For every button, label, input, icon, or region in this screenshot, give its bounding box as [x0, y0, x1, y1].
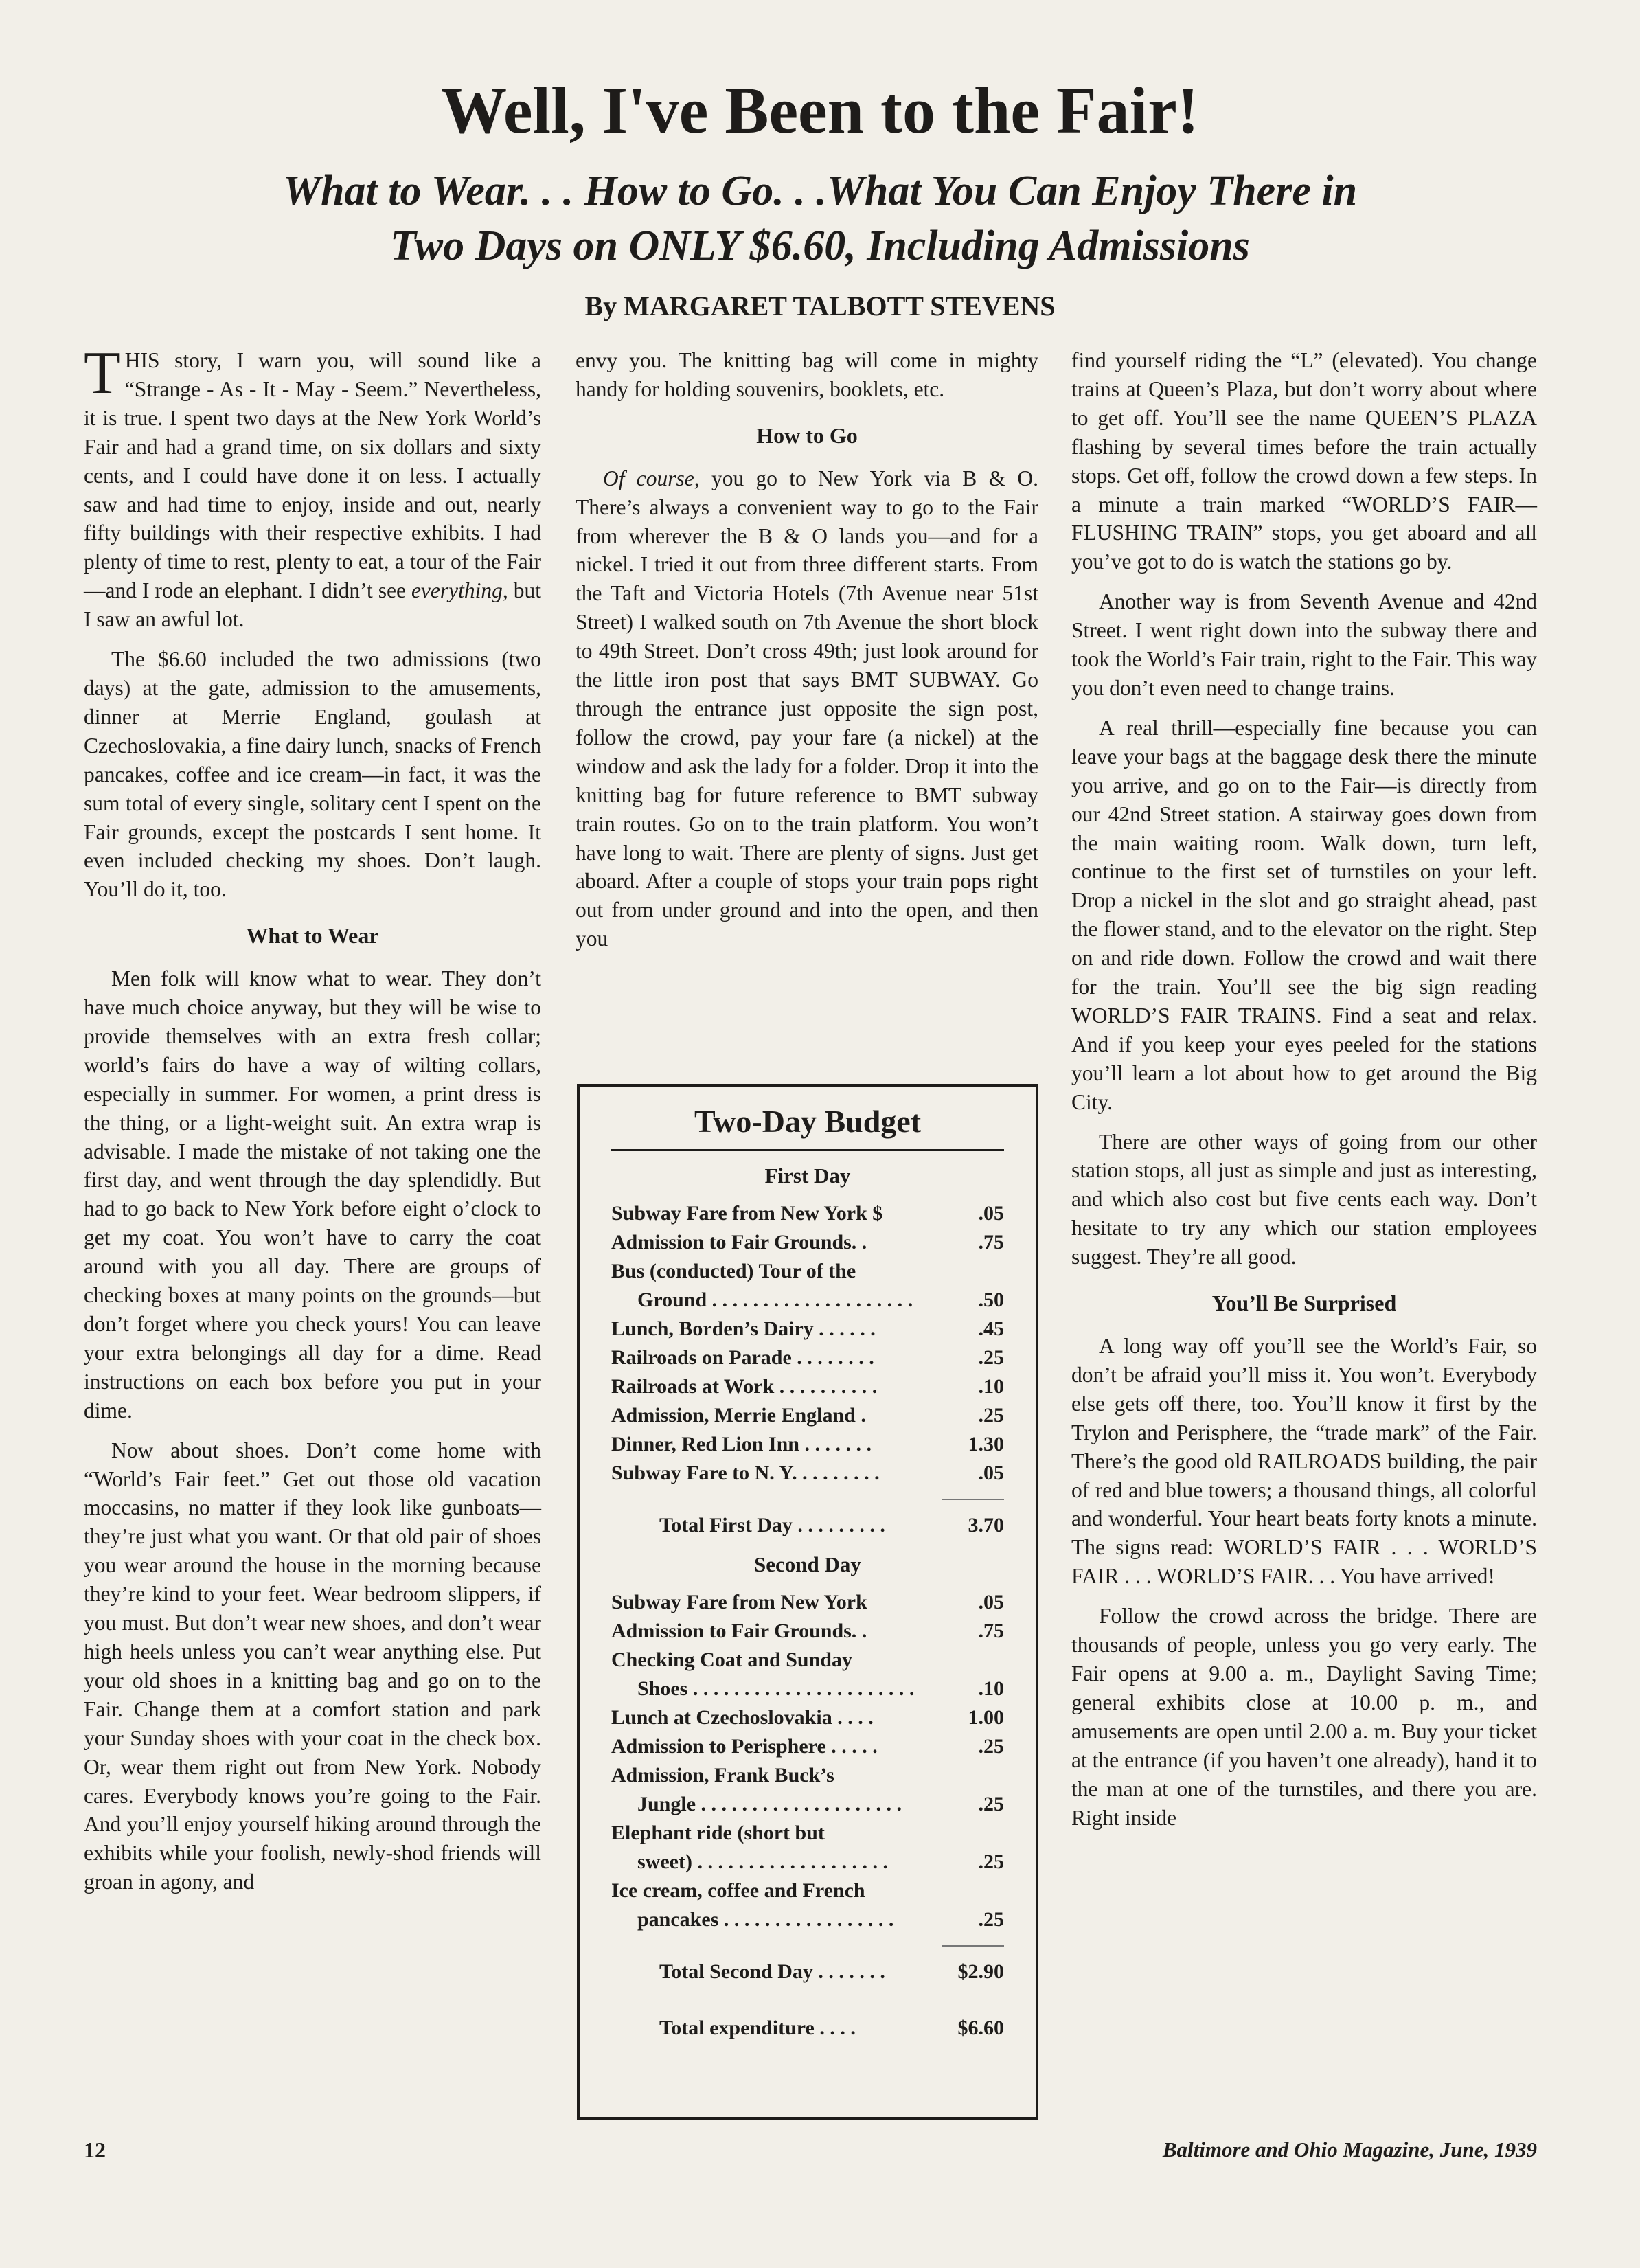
budget-row [611, 1286, 1004, 1315]
budget-item-amount: .10 [978, 1677, 1004, 1700]
total-expenditure-row: Total expenditure . . . . $6.60 [659, 2017, 1004, 2039]
budget-row [611, 1228, 1004, 1257]
budget-item-amount: .50 [978, 1289, 1004, 1311]
section-heading-what-to-wear: What to Wear [246, 923, 379, 949]
budget-item-label: Subway Fare to N. Y. . . . . . . . . [611, 1462, 880, 1484]
budget-item-label: pancakes . . . . . . . . . . . . . . . . . [637, 1908, 894, 1931]
budget-item-amount: .45 [978, 1317, 1004, 1340]
page-number: 12 [84, 2137, 106, 2162]
budget-item-amount: .25 [978, 1404, 1004, 1427]
budget-item-label: sweet) . . . . . . . . . . . . . . . . . . . [637, 1850, 888, 1873]
total-second-day-row: Total Second Day . . . . . . . $2.90 [659, 1960, 1004, 1983]
budget-item-label: Subway Fare from New York $ [611, 1202, 883, 1225]
budget-item-label: Lunch at Czechoslovakia . . . . [611, 1706, 874, 1729]
paragraph: A real thrill—especially fine because you can leave your bags at the baggage desk there the minute you arrive, and go on to the Fair—is directly from our 42nd Street station. A stairway goes down from the main waiting room. Walk down, turn left, continue to the first set of turnstiles on your left. Drop a nickel in the slot and go straight ahead, past the flower stand, and to the elevator on the right. Step on and ride down. Follow the crowd and wait there for the train. You’ll see the big sign reading WORLD’S FAIR TRAINS. Find a seat and relax. And if you keep your eyes peeled for the stations you’ll learn a lot about how to get around the Big City. [1071, 715, 1537, 1114]
column-3 [1071, 346, 1537, 1843]
article-title: Well, I've Been to the Fair! [441, 73, 1199, 147]
budget-item-label: Admission, Merrie England . [611, 1404, 866, 1427]
subtitle-line-2: Two Days on ONLY $6.60, Including Admissions [390, 223, 1250, 269]
total-rule [942, 1499, 1004, 1500]
budget-item-amount: .05 [978, 1591, 1004, 1613]
budget-row [611, 1588, 1004, 1617]
budget-row [611, 1848, 1004, 1876]
budget-row [611, 1617, 1004, 1646]
budget-item-label: Admission, Frank Buck’s [611, 1764, 834, 1787]
first-day-heading: First Day [764, 1164, 851, 1188]
paragraph: The $6.60 included the two admissions (two days) at the gate, admission to the amusements, dinner at Merrie England, goulash at Czechoslovakia, a fine dairy lunch, snacks of French pancakes, coffee and ice cream—in fact, it was the sum total of every single, solitary cent I spent on the Fair grounds, except the postcards I sent home. It even included checking my shoes. Don’t laugh. You’ll do it, too. [84, 647, 541, 902]
budget-item-amount: .75 [978, 1231, 1004, 1254]
budget-item-label: Admission to Fair Grounds. . [611, 1231, 867, 1254]
article-byline: By MARGARET TALBOTT STEVENS [584, 291, 1056, 321]
budget-item-label: Ice cream, coffee and French [611, 1879, 865, 1902]
paragraph: Follow the crowd across the bridge. There are thousands of people, unless you go very early. The Fair opens at 9.00 a. m., Daylight Saving Time; general exhibits close at 10.00 p. m., and amusements are open until 2.00 a. m. Buy your ticket at the entrance (if you haven’t one already), hand it to the man at one of the turnstiles, and there you are. Right inside [1071, 1604, 1537, 1830]
budget-row [611, 1199, 1004, 1228]
total-rule [942, 1945, 1004, 1947]
section-heading-how-to-go: How to Go [756, 422, 858, 448]
section-heading-surprised: You’ll Be Surprised [1211, 1291, 1397, 1316]
budget-item-label: Lunch, Borden’s Dairy . . . . . . [611, 1317, 876, 1340]
budget-row [611, 1343, 1004, 1372]
budget-item-label: Admission to Fair Grounds. . [611, 1620, 867, 1642]
budget-box [577, 1084, 1038, 2120]
article-subtitle [110, 163, 1530, 273]
budget-item-amount: .25 [978, 1793, 1004, 1815]
budget-title: Two-Day Budget [611, 1103, 1004, 1151]
budget-item-label: Subway Fare from New York [611, 1591, 867, 1613]
budget-item-label: Admission to Perisphere . . . . . [611, 1735, 878, 1758]
budget-row [611, 1459, 1004, 1488]
budget-item-amount: .75 [978, 1620, 1004, 1642]
budget-item-amount: 1.30 [968, 1433, 1004, 1455]
budget-row [611, 1430, 1004, 1459]
paragraph: Another way is from Seventh Avenue and 42nd Street. I went right down into the subway there and took the World’s Fair train, right to the Fair. This way you don’t even need to change trains. [1071, 589, 1537, 700]
paragraph: Men folk will know what to wear. They don’t have much choice anyway, but they will be wise to provide themselves with an extra fresh collar; world’s fairs do have a way of wilting collars, especially in summer. For women, a print dress is the thing, or a light-weight suit. An extra wrap is advisable. I made the mistake of not taking one the first day, and went through the day splendidly. But had to go back to New York before eight o’clock to get my coat. You won’t have to carry the coat around with you all day. There are groups of checking boxes at many points on the grounds—but don’t forget where you check yours! You can leave your extra belongings all day for a dime. Read instructions on each box before you put in your dime. [84, 966, 541, 1422]
budget-item-amount: .25 [978, 1346, 1004, 1369]
budget-item-label: Jungle . . . . . . . . . . . . . . . . . . . . [637, 1793, 902, 1815]
budget-row [611, 1732, 1004, 1761]
second-day-list [611, 1588, 1004, 1934]
total-first-day-row: Total First Day . . . . . . . . . 3.70 [659, 1514, 1004, 1536]
paragraph: A long way off you’ll see the World’s Fair, so don’t be afraid you’ll miss it. You won’t. Everybody else gets off there, too. You’ll know it first by the Trylon and Perisphere, the “trade mark” of the Fair. There’s the good old RAILROADS building, the pair of red and blue towers; a thousand things, all colorful and wonderful. Your heart beats forty knots a minute. The signs read: WORLD’S FAIR . . . WORLD’S FAIR . . . WORLD’S FAIR. . . You have arrived! [1071, 1334, 1537, 1589]
publication-credit: Baltimore and Ohio Magazine, June, 1939 [1162, 2137, 1537, 2162]
budget-row [611, 1876, 1004, 1905]
budget-row [611, 1401, 1004, 1430]
budget-item-label: Bus (conducted) Tour of the [611, 1260, 856, 1282]
first-day-list [611, 1199, 1004, 1488]
budget-row [611, 1905, 1004, 1934]
paragraph: find yourself riding the “L” (elevated). You change trains at Queen’s Plaza, but don’t worry about where to get off. You’ll see the name QUEEN’S PLAZA flashing by several times before the train actually stops. Get off, follow the crowd down a few steps. In a minute a train marked “WORLD’S FAIR—FLUSHING TRAIN” stops, you get aboard and all you’ve got to do is watch the stations go by. [1071, 348, 1537, 574]
budget-item-label: Dinner, Red Lion Inn . . . . . . . [611, 1433, 872, 1455]
budget-row [611, 1675, 1004, 1703]
budget-row [611, 1703, 1004, 1732]
paragraph: envy you. The knitting bag will come in mighty handy for holding souvenirs, booklets, etc. [576, 348, 1038, 401]
budget-item-amount: 1.00 [968, 1706, 1004, 1729]
budget-row [611, 1761, 1004, 1790]
subtitle-line-1: What to Wear. . . How to Go. . .What You Can Enjoy There in [282, 168, 1358, 214]
paragraph: Now about shoes. Don’t come home with “World’s Fair feet.” Get out those old vacation moccasins, no matter if they look like gunboats—they’re just what you want. Or that old pair of shoes you wear around the house in the morning because they’re kind to your feet. Wear bedroom slippers, if you must. But don’t wear new shoes, and don’t wear high heels unless you can’t wear anything else. Put your old shoes in a knitting bag and go on to the Fair. Change them at a comfort station and park your Sunday shoes with your coat in the check box. Or, wear them right out from New York. Nobody cares. Everybody knows you’re going to the Fair. And you’ll enjoy yourself hiking around through the exhibits while your foolish, newly-shod friends will groan in agony, and [84, 1438, 541, 1894]
budget-row [611, 1819, 1004, 1848]
budget-item-label: Railroads on Parade . . . . . . . . [611, 1346, 874, 1369]
budget-item-label: Elephant ride (short but [611, 1822, 825, 1844]
budget-item-label: Ground . . . . . . . . . . . . . . . . . . . . [637, 1289, 913, 1311]
budget-item-amount: .25 [978, 1850, 1004, 1873]
budget-item-amount: .10 [978, 1375, 1004, 1398]
budget-item-label: Railroads at Work . . . . . . . . . . [611, 1375, 878, 1398]
drop-cap: T [84, 340, 121, 407]
budget-row [611, 1257, 1004, 1286]
budget-row [611, 1372, 1004, 1401]
budget-item-amount: .25 [978, 1735, 1004, 1758]
paragraph: Of course, you go to New York via B & O. There’s always a convenient way to go to the Fair from wherever the B & O lands you—and for a nickel. I tried it out from three different starts. From the Taft and Victoria Hotels (7th Avenue near 51st Street) I walked south on 7th Avenue the short block to 49th Street. Don’t cross 49th; just look around for the little iron post that says BMT SUBWAY. Go through the entrance just opposite the sign post, follow the crowd, pay your fare (a nickel) at the window and ask the lady for a folder. Drop it into the knitting bag for future reference to BMT subway train routes. Go on to the train platform. You won’t have long to wait. There are plenty of signs. Just get aboard. After a couple of stops your train pops right out from under ground and into the open, and then you [576, 466, 1039, 951]
paragraph: There are other ways of going from our other station stops, all just as simple and just as interesting, and which also cost but five cents each way. Don’t hesitate to try any which our station employees suggest. They’re all good. [1071, 1129, 1537, 1269]
column-2 [576, 346, 1038, 964]
budget-item-label: Checking Coat and Sunday [611, 1648, 852, 1671]
budget-row [611, 1646, 1004, 1675]
second-day-heading: Second Day [754, 1552, 861, 1576]
intro-paragraph: THIS story, I warn you, will sound like a “Strange - As - It - May - Seem.” Nevertheless, it is true. I spent two days at the New York World’s Fair and had a grand time, on six dollars and sixty cents, and I could have done it on less. I actually saw and had time to enjoy, inside and out, nearly fifty buildings with their respective exhibits. I had plenty of time to rest, plenty to eat, a tour of the Fair—and I rode an elephant. I didn’t see everything, but I saw an awful lot. [84, 340, 541, 632]
budget-item-label: Shoes . . . . . . . . . . . . . . . . . . . . . . [637, 1677, 915, 1700]
budget-item-amount: .05 [978, 1202, 1004, 1225]
budget-item-amount: .25 [978, 1908, 1004, 1931]
column-1 [84, 340, 541, 1907]
budget-row [611, 1315, 1004, 1343]
budget-row [611, 1790, 1004, 1819]
budget-item-amount: .05 [978, 1462, 1004, 1484]
